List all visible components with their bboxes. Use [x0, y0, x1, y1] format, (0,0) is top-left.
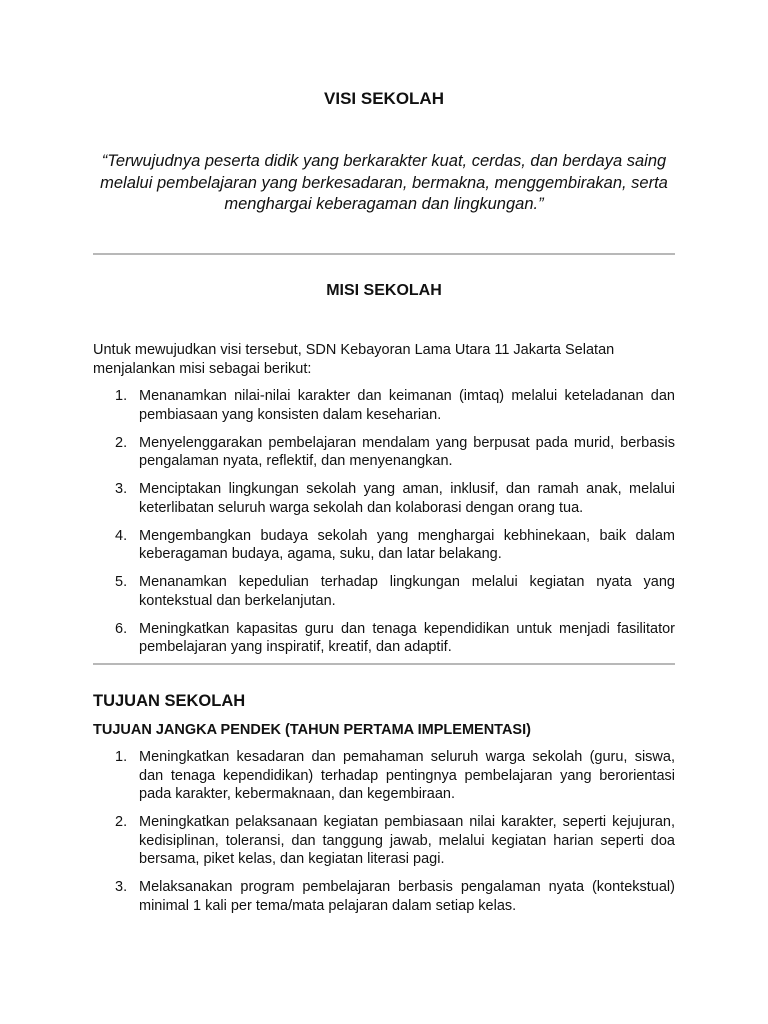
list-text: Meningkatkan pelaksanaan kegiatan pembiasaan nilai karakter, seperti kejujuran, kedisiplinan, toleransi, dan tanggung jawab, melalui kegiatan harian seperti doa bersama, piket kelas, dan kegiatan literasi pagi.: [139, 814, 675, 867]
list-item: [93, 480, 675, 517]
list-item: [93, 813, 675, 869]
visi-quote: “Terwujudnya peserta didik yang berkarakter kuat, cerdas, dan berdaya saing melalui pembelajaran yang berkesadaran, bermakna, menggembirakan, serta menghargai keberagaman dan lingkungan.”: [100, 152, 668, 213]
list-number: 3.: [115, 481, 128, 497]
list-item: [93, 748, 675, 804]
list-text: Melaksanakan program pembelajaran berbasis pengalaman nyata (kontekstual) minimal 1 kali per tema/mata pelajaran dalam setiap kelas.: [139, 879, 675, 914]
list-number: 1.: [115, 388, 128, 404]
misi-intro: Untuk mewujudkan visi tersebut, SDN Kebayoran Lama Utara 11 Jakarta Selatan menjalankan misi sebagai berikut:: [93, 342, 615, 377]
list-item: [93, 878, 675, 915]
tujuan-title: TUJUAN SEKOLAH: [93, 692, 246, 710]
list-text: Menanamkan nilai-nilai karakter dan keimanan (imtaq) melalui keteladanan dan pembiasaan yang konsisten dalam keseharian.: [139, 388, 675, 423]
list-item: [93, 573, 675, 610]
list-text: Menanamkan kepedulian terhadap lingkungan melalui kegiatan nyata yang kontekstual dan berkelanjutan.: [139, 574, 675, 609]
list-text: Meningkatkan kapasitas guru dan tenaga kependidikan untuk menjadi fasilitator pembelajaran yang inspiratif, kreatif, dan adaptif.: [139, 620, 675, 655]
misi-list: [93, 387, 675, 666]
misi-title: MISI SEKOLAH: [326, 282, 442, 299]
list-text: Menyelenggarakan pembelajaran mendalam yang berpusat pada murid, berbasis pengalaman nyata, reflektif, dan menyenangkan.: [139, 434, 675, 469]
list-number: 3.: [115, 879, 128, 895]
section-divider: [93, 663, 675, 665]
list-number: 6.: [115, 620, 128, 637]
list-text: Mengembangkan budaya sekolah yang menghargai kebhinekaan, baik dalam keberagaman budaya, agama, suku, dan latar belakang.: [139, 527, 675, 562]
list-number: 1.: [115, 749, 128, 765]
list-item: [93, 527, 675, 564]
list-number: 5.: [115, 574, 128, 590]
tujuan-list: [93, 748, 675, 925]
tujuan-subtitle: TUJUAN JANGKA PENDEK (TAHUN PERTAMA IMPLEMENTASI): [93, 722, 531, 738]
list-text: Meningkatkan kesadaran dan pemahaman seluruh warga sekolah (guru, siswa, dan tenaga kependidikan) terhadap pentingnya pembelajaran yang berorientasi pada karakter, kebermaknaan, dan kegembiraan.: [139, 749, 675, 802]
list-number: 2.: [115, 814, 128, 830]
list-number: 2.: [115, 434, 128, 451]
section-divider: [93, 253, 675, 255]
list-item: [93, 620, 675, 657]
visi-title: VISI SEKOLAH: [324, 89, 444, 108]
list-item: [93, 434, 675, 471]
list-text: Menciptakan lingkungan sekolah yang aman, inklusif, dan ramah anak, melalui keterlibatan seluruh warga sekolah dan kolaborasi dengan orang tua.: [139, 481, 675, 516]
list-item: [93, 387, 675, 424]
list-number: 4.: [115, 527, 128, 544]
